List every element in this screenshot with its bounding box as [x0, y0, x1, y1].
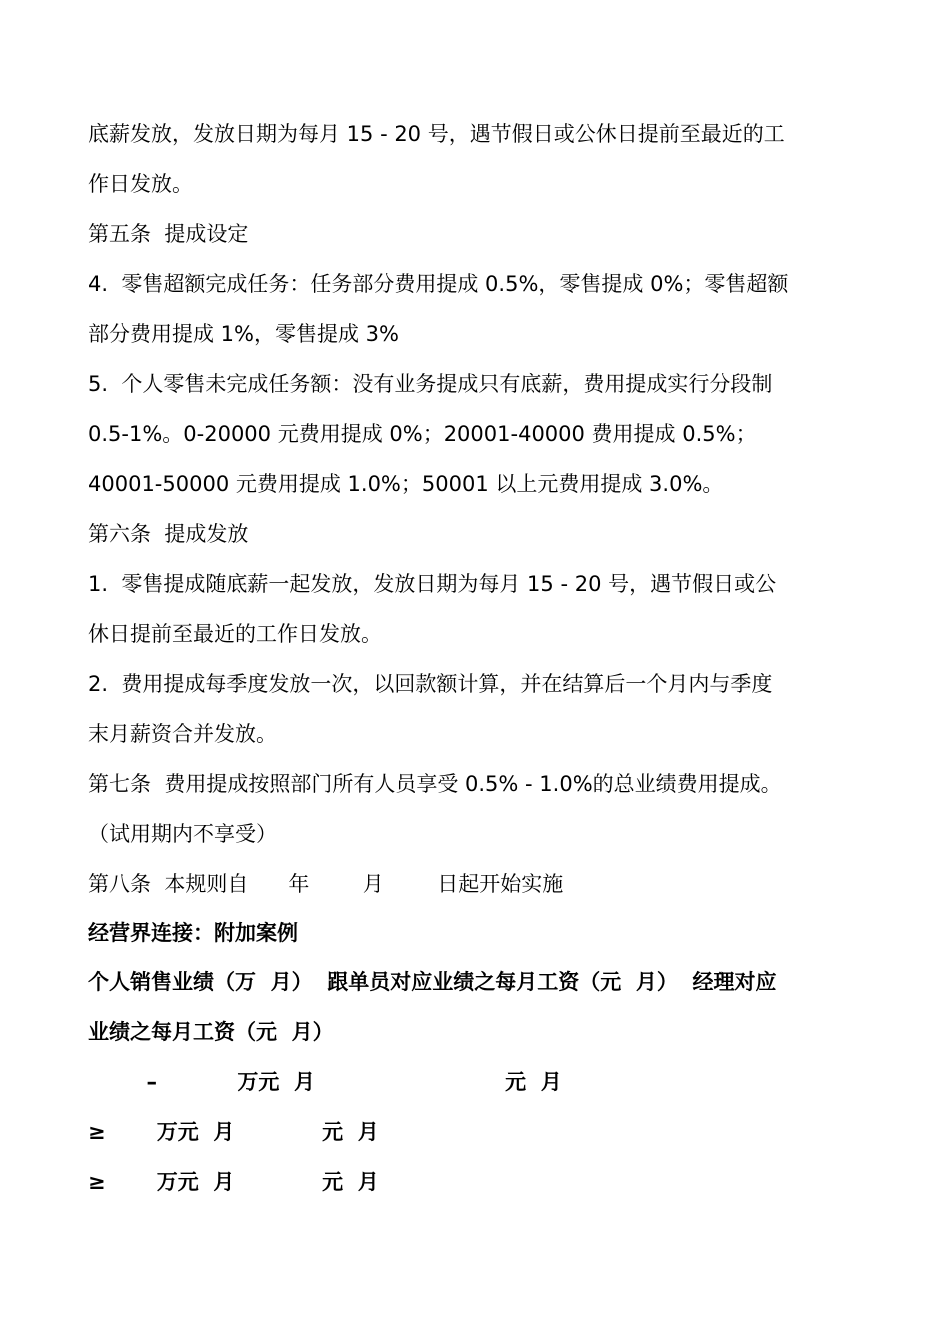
text-line: 40001-50000 元费用提成 1.0%；50001 以上元费用提成 3.0%。 [88, 472, 724, 496]
text-line: 5. 个人零售未完成任务额：没有业务提成只有底薪，费用提成实行分段制 [88, 372, 773, 396]
text-line: 1. 零售提成随底薪一起发放，发放日期为每月 15 - 20 号，遇节假日或公 [88, 572, 777, 596]
article-6-heading: 第六条 提成发放 [88, 522, 249, 546]
table-row: ≥ 万元 月 元 月 [88, 1170, 379, 1194]
table-header: 个人销售业绩（万 月） 跟单员对应业绩之每月工资（元 月） 经理对应 [88, 970, 777, 994]
table-row: – 万元 月 元 月 [88, 1070, 562, 1094]
table-header: 业绩之每月工资（元 月） [88, 1020, 334, 1044]
article-5-heading: 第五条 提成设定 [88, 222, 249, 246]
text-line: 4. 零售超额完成任务：任务部分费用提成 0.5%，零售提成 0%；零售超额 [88, 272, 789, 296]
text-line: 末月薪资合并发放。 [88, 722, 277, 746]
text-line: 作日发放。 [88, 172, 193, 196]
text-line: 0.5-1%。0-20000 元费用提成 0%；20001-40000 费用提成 0.5%； [88, 422, 757, 446]
text-line: 2. 费用提成每季度发放一次，以回款额计算，并在结算后一个月内与季度 [88, 672, 773, 696]
text-line: 部分费用提成 1%，零售提成 3% [88, 322, 399, 346]
text-line: 休日提前至最近的工作日发放。 [88, 622, 382, 646]
text-line: （试用期内不享受） [88, 822, 277, 846]
text-line: 底薪发放，发放日期为每月 15 - 20 号，遇节假日或公休日提前至最近的工 [88, 122, 785, 146]
article-7: 第七条 费用提成按照部门所有人员享受 0.5% - 1.0%的总业绩费用提成。 [88, 772, 782, 796]
appendix-heading: 经营界连接：附加案例 [88, 921, 298, 945]
article-8: 第八条 本规则自 年 月 日起开始实施 [88, 872, 564, 896]
table-row: ≥ 万元 月 元 月 [88, 1120, 379, 1144]
